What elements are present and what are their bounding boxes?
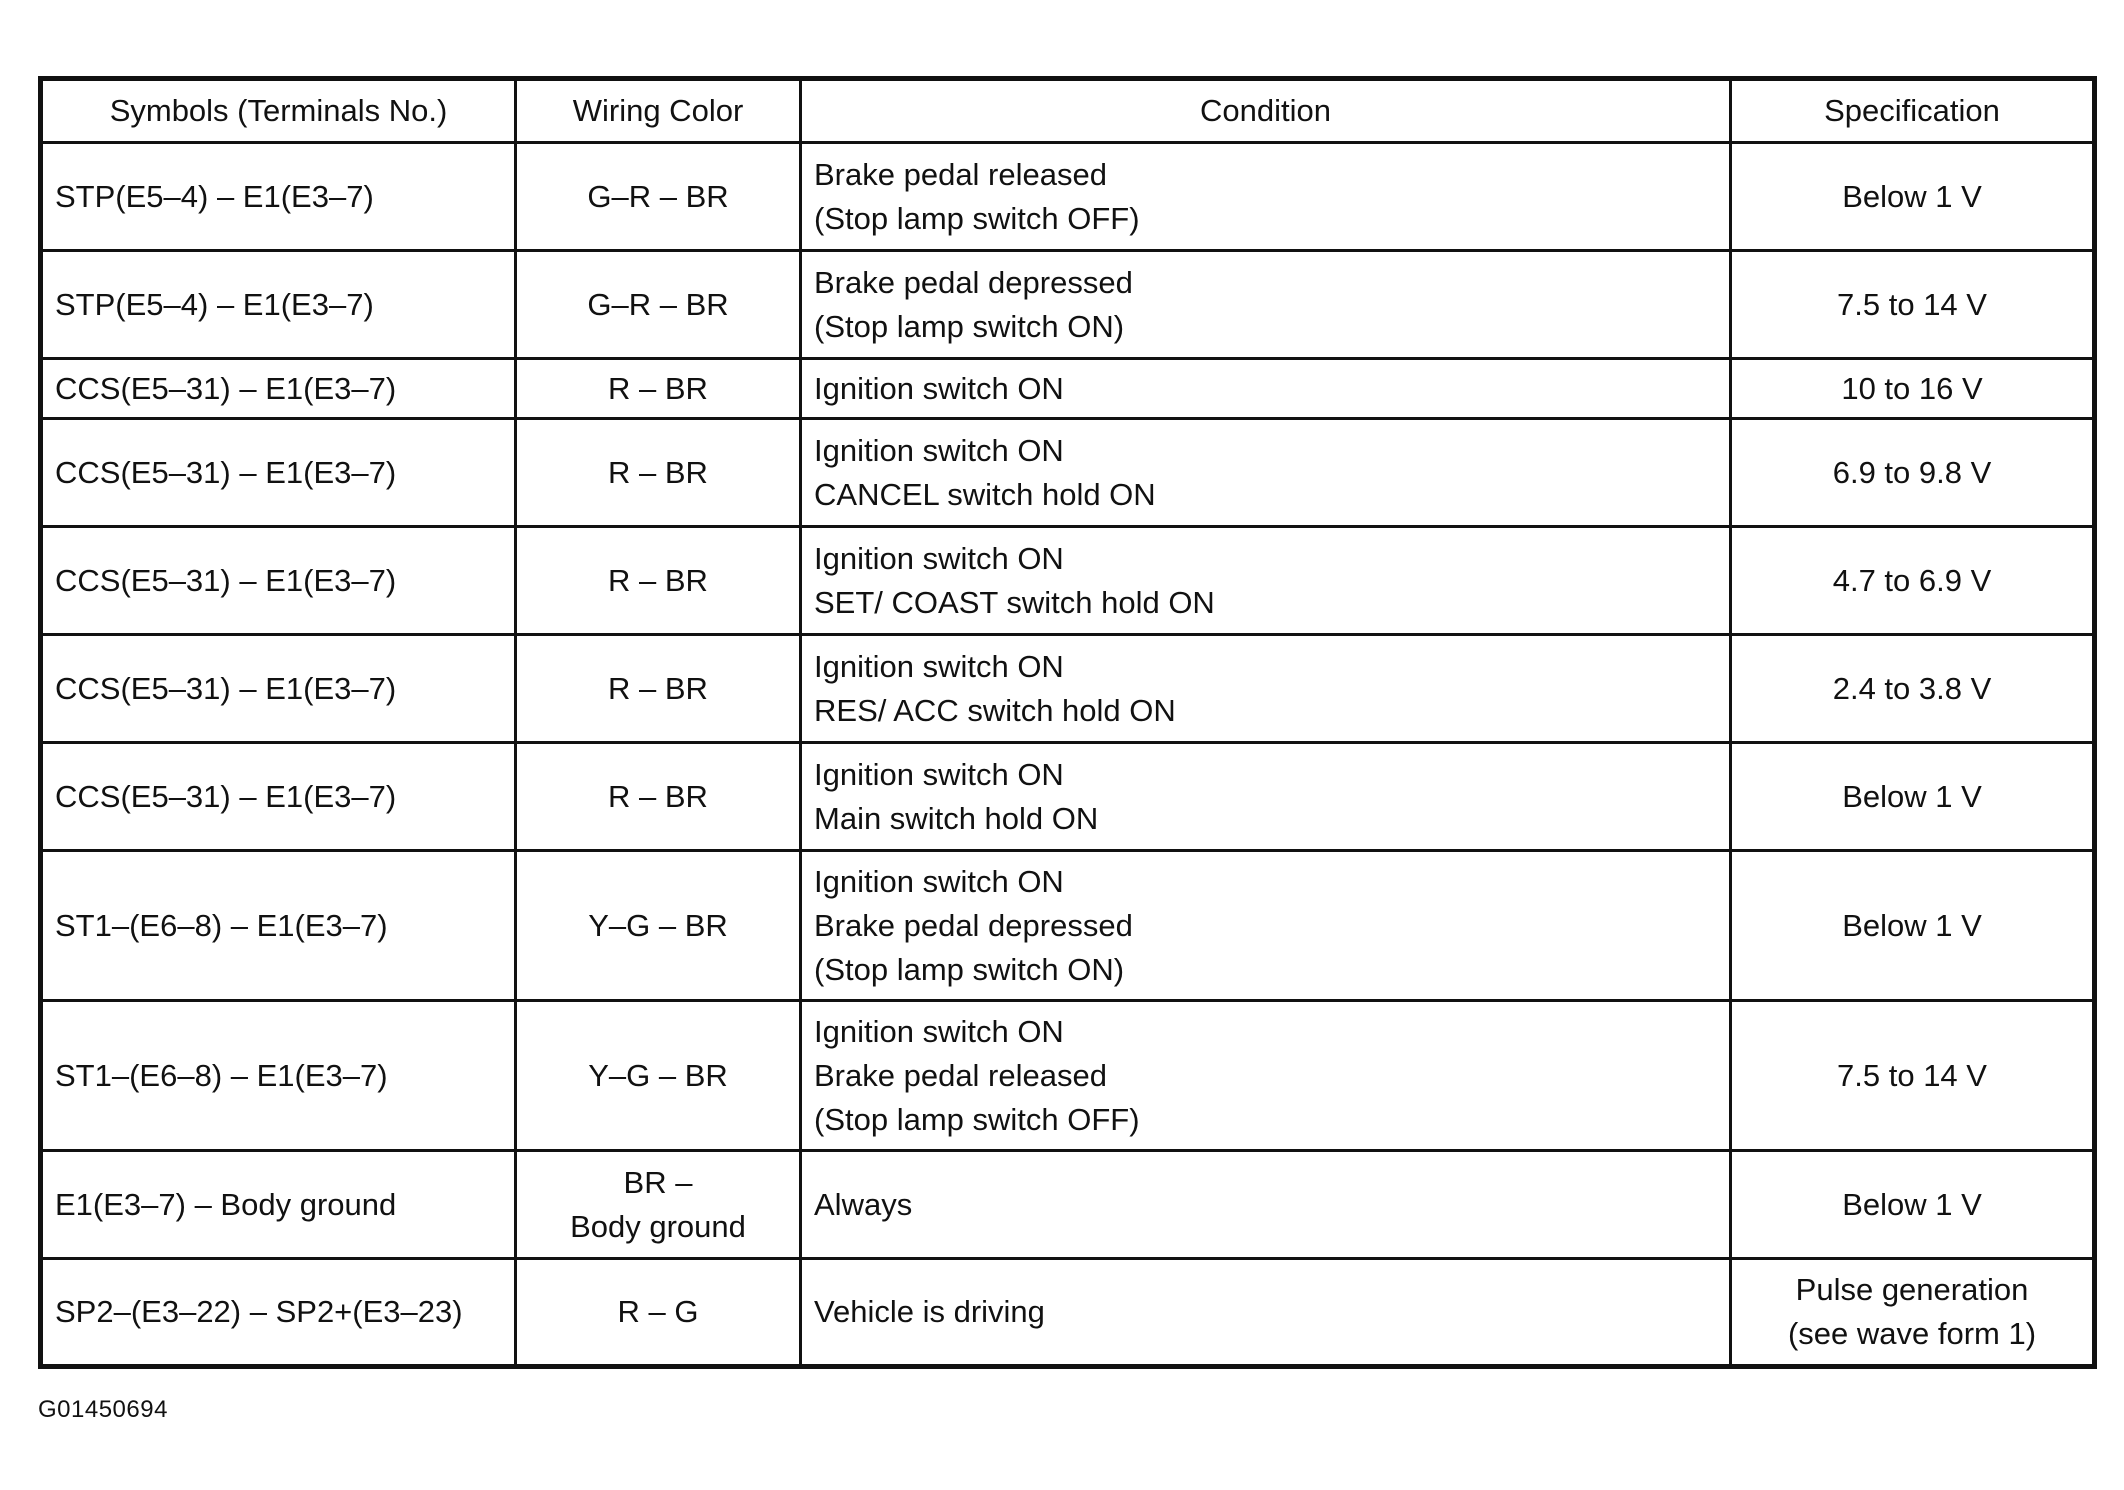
- wiring-color-cell: [516, 1259, 801, 1367]
- wiring-color-line: R – BR: [608, 778, 708, 814]
- condition-cell: [801, 419, 1731, 527]
- wiring-color-cell: [516, 1151, 801, 1259]
- specification-cell: [1731, 527, 2095, 635]
- table-row: [41, 635, 2095, 743]
- table-row: [41, 251, 2095, 359]
- condition-line: Ignition switch ON: [814, 540, 1064, 576]
- wiring-color-line: G–R – BR: [587, 178, 729, 214]
- wiring-color-line: Y–G – BR: [588, 1057, 728, 1093]
- condition-line: Brake pedal released: [814, 1057, 1107, 1093]
- symbols-cell: CCS(E5–31) – E1(E3–7): [41, 635, 516, 743]
- condition-cell: [801, 1001, 1731, 1151]
- specification-cell: [1731, 359, 2095, 419]
- specification-cell: [1731, 1259, 2095, 1367]
- symbols-cell: CCS(E5–31) – E1(E3–7): [41, 359, 516, 419]
- condition-cell: [801, 359, 1731, 419]
- condition-line: CANCEL switch hold ON: [814, 476, 1156, 512]
- wiring-color-line: R – G: [617, 1294, 699, 1329]
- header-symbols: Symbols (Terminals No.): [41, 79, 516, 143]
- specification-line: Below 1 V: [1842, 178, 1982, 214]
- condition-cell: [801, 635, 1731, 743]
- symbols-cell: CCS(E5–31) – E1(E3–7): [41, 527, 516, 635]
- wiring-color-line: BR –: [623, 1164, 693, 1200]
- table-row: [41, 1001, 2095, 1151]
- symbols-cell: E1(E3–7) – Body ground: [41, 1151, 516, 1259]
- condition-cell: [801, 143, 1731, 251]
- symbols-cell: ST1–(E6–8) – E1(E3–7): [41, 1001, 516, 1151]
- specification-line: (see wave form 1): [1787, 1316, 2037, 1351]
- table-row: [41, 1151, 2095, 1259]
- specification-line: Below 1 V: [1842, 907, 1982, 943]
- specification-cell: [1731, 743, 2095, 851]
- table-row: [41, 143, 2095, 251]
- wiring-color-cell: [516, 359, 801, 419]
- specification-cell: [1731, 419, 2095, 527]
- wiring-color-line: R – BR: [608, 370, 708, 406]
- table-row: [41, 743, 2095, 851]
- condition-cell: [801, 527, 1731, 635]
- table-row: [41, 1259, 2095, 1367]
- table-row: [41, 359, 2095, 419]
- table-body: [41, 143, 2095, 1367]
- symbols-cell: CCS(E5–31) – E1(E3–7): [41, 419, 516, 527]
- terminal-spec-table: [38, 76, 2097, 1369]
- specification-line: 4.7 to 6.9 V: [1832, 562, 1992, 598]
- symbols-cell: CCS(E5–31) – E1(E3–7): [41, 743, 516, 851]
- wiring-color-line: R – BR: [608, 562, 708, 598]
- wiring-color-cell: [516, 1001, 801, 1151]
- condition-cell: [801, 743, 1731, 851]
- condition-line: Ignition switch ON: [814, 1013, 1064, 1049]
- symbols-cell: STP(E5–4) – E1(E3–7): [41, 143, 516, 251]
- condition-line: RES/ ACC switch hold ON: [814, 692, 1176, 728]
- condition-cell: [801, 1259, 1731, 1367]
- condition-line: Ignition switch ON: [814, 648, 1064, 684]
- condition-line: Brake pedal depressed: [814, 907, 1133, 943]
- specification-line: Below 1 V: [1842, 778, 1982, 814]
- symbols-cell: ST1–(E6–8) – E1(E3–7): [41, 851, 516, 1001]
- wiring-color-cell: [516, 419, 801, 527]
- specification-line: 6.9 to 9.8 V: [1832, 454, 1992, 490]
- wiring-color-line: Body ground: [570, 1208, 746, 1244]
- wiring-color-cell: [516, 851, 801, 1001]
- condition-line: Ignition switch ON: [814, 432, 1064, 468]
- specification-cell: [1731, 251, 2095, 359]
- condition-line: (Stop lamp switch ON): [814, 951, 1125, 987]
- header-wiring-color: Wiring Color: [516, 79, 801, 143]
- header-condition: Condition: [801, 79, 1731, 143]
- specification-line: 7.5 to 14 V: [1837, 1057, 1987, 1093]
- condition-cell: [801, 251, 1731, 359]
- specification-cell: [1731, 635, 2095, 743]
- figure-id: G01450694: [38, 1396, 168, 1423]
- condition-cell: [801, 851, 1731, 1001]
- condition-line: Brake pedal depressed: [814, 264, 1133, 300]
- specification-cell: [1731, 1151, 2095, 1259]
- condition-line: Vehicle is driving: [814, 1294, 1045, 1329]
- condition-line: (Stop lamp switch OFF): [814, 1101, 1140, 1137]
- table-row: [41, 527, 2095, 635]
- condition-line: (Stop lamp switch OFF): [814, 200, 1140, 236]
- terminal-spec-document: [38, 76, 2092, 1369]
- specification-cell: [1731, 851, 2095, 1001]
- wiring-color-cell: [516, 143, 801, 251]
- wiring-color-line: R – BR: [608, 454, 708, 490]
- wiring-color-cell: [516, 251, 801, 359]
- specification-line: 2.4 to 3.8 V: [1832, 670, 1992, 706]
- specification-line: Below 1 V: [1842, 1186, 1982, 1222]
- condition-line: Main switch hold ON: [814, 800, 1099, 836]
- condition-line: Ignition switch ON: [814, 370, 1064, 406]
- wiring-color-line: Y–G – BR: [588, 907, 728, 943]
- condition-line: SET/ COAST switch hold ON: [814, 584, 1215, 620]
- specification-line: 7.5 to 14 V: [1837, 286, 1987, 322]
- wiring-color-line: R – BR: [608, 670, 708, 706]
- table-row: [41, 851, 2095, 1001]
- table-row: [41, 419, 2095, 527]
- specification-line: 10 to 16 V: [1841, 370, 1983, 406]
- specification-line: Pulse generation: [1795, 1272, 2029, 1307]
- condition-line: Ignition switch ON: [814, 756, 1064, 792]
- specification-cell: [1731, 1001, 2095, 1151]
- wiring-color-cell: [516, 743, 801, 851]
- header-specification: Specification: [1731, 79, 2095, 143]
- condition-line: Ignition switch ON: [814, 863, 1064, 899]
- condition-line: Always: [814, 1186, 913, 1222]
- wiring-color-cell: [516, 527, 801, 635]
- wiring-color-cell: [516, 635, 801, 743]
- wiring-color-line: G–R – BR: [587, 286, 729, 322]
- specification-cell: [1731, 143, 2095, 251]
- symbols-cell: SP2–(E3–22) – SP2+(E3–23): [41, 1259, 516, 1367]
- condition-cell: [801, 1151, 1731, 1259]
- condition-line: (Stop lamp switch ON): [814, 308, 1125, 344]
- header-row: [41, 79, 2095, 143]
- condition-line: Brake pedal released: [814, 156, 1107, 192]
- symbols-cell: STP(E5–4) – E1(E3–7): [41, 251, 516, 359]
